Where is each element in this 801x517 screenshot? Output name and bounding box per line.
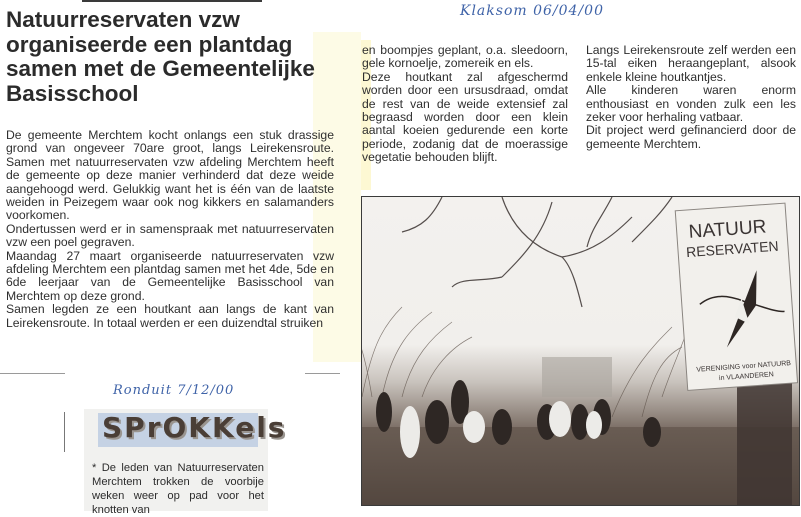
paragraph: en boompjes geplant, o.a. sleedoorn, gele kornoelje, zomereik en els. <box>362 43 568 71</box>
paragraph: De gemeente Merchtem kocht onlangs een stuk drassige grond van ongeveer 70are groot, langs Leirekensroute. Samen met natuurreservaten vzw afdeling Merchtem heeft de gemeente op deze manier verhinderd dat deze weide aangehoogd werd. Gelukkig want het is één van de laatste weiden in Peizegem waar ook nog kikkers en salamanders voorkomen. <box>6 128 334 223</box>
photo-scene-icon <box>362 197 799 505</box>
article-column-2 <box>362 44 568 165</box>
separator-line-left <box>0 373 65 374</box>
paragraph: Maandag 27 maart organiseerde natuurreservaten vzw afdeling Merchtem een plantdag samen met het 4de, 5de en 6de leerjaar van de Gemeentelijke Basisschool van Merchtem op deze grond. <box>6 248 334 303</box>
sprokkels-text: * De leden van Natuurreservaten Merchtem trokken de voorbije weken weer op pad voor het knotten van <box>92 462 264 516</box>
article-photo <box>361 196 800 506</box>
svg-text:VERENIGING voor NATUURB: VERENIGING voor NATUURB <box>696 360 792 374</box>
top-rule <box>82 0 262 2</box>
article-column-1 <box>6 129 334 330</box>
sprokkels-title-banner <box>98 411 287 447</box>
sprokkels-title: SPrOKKels <box>102 411 287 444</box>
paragraph: Deze houtkant zal afgeschermd worden door een ursusdraad, omdat de rest van de weide extensief zal begraasd worden door een klein aantal koeien gedurende een korte periode, zodanig dat de moerassige vegetatie behouden blijft. <box>362 69 568 165</box>
article-column-3 <box>586 44 796 151</box>
paragraph: Alle kinderen waren enorm enthousiast en vonden zulk een les zeker voor herhaling vatbaar. <box>586 83 796 125</box>
paragraph: Langs Leirekensroute zelf werden een 15-tal eiken heraangeplant, alsook enkele kleine houtkantjes. <box>586 43 796 84</box>
article-headline: Natuurreservaten vzw organiseerde een plantdag samen met de Gemeentelijke Basisschool <box>6 7 315 106</box>
column-divider <box>64 412 65 452</box>
separator-line-right <box>305 373 340 374</box>
paragraph: Samen legden ze een houtkant aan langs de kant van Leirekensroute. In totaal werden er een duizendtal struiken <box>6 302 334 330</box>
paragraph: Ondertussen werd er in samenspraak met natuurreservaten vzw een poel gegraven. <box>6 221 334 250</box>
handwritten-source-bottom: Ronduit 7/12/00 <box>113 383 235 398</box>
sprokkels-clipping <box>84 409 287 516</box>
svg-text:RESERVATEN: RESERVATEN <box>685 237 780 261</box>
handwritten-source-top: Klaksom 06/04/00 <box>460 3 604 19</box>
paragraph: Dit project werd gefinancierd door de gemeente Merchtem. <box>586 123 796 151</box>
svg-text:in VLAANDEREN: in VLAANDEREN <box>718 371 775 383</box>
svg-text:NATUUR: NATUUR <box>688 216 768 243</box>
